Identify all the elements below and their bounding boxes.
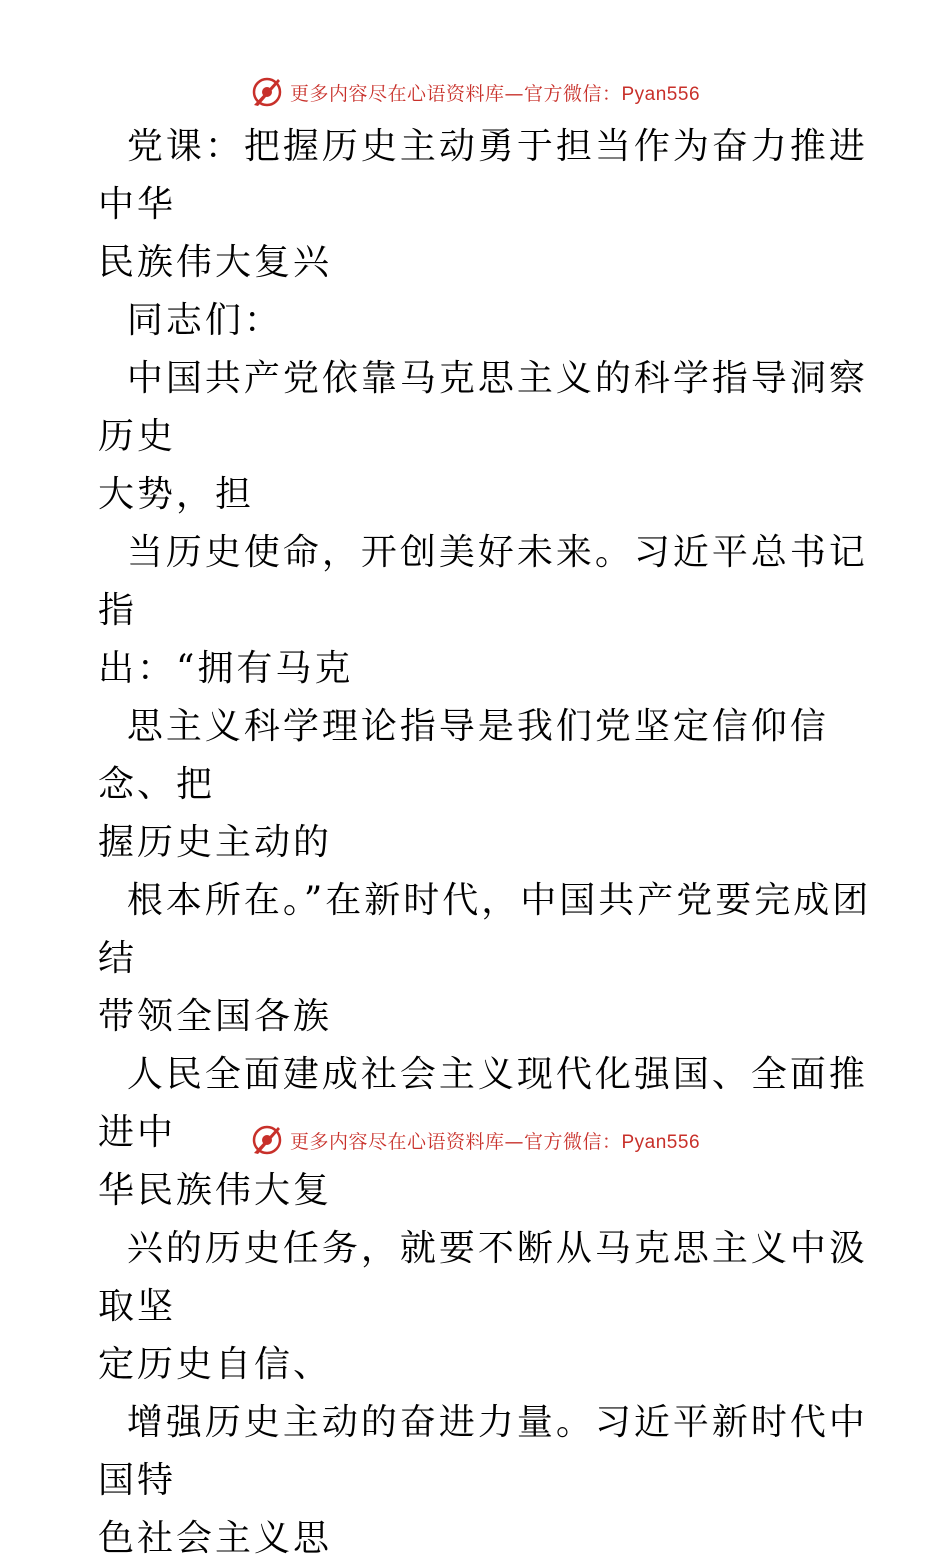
doc-line: 人民全面建成社会主义现代化强国、全面推进中 — [98, 1054, 868, 1153]
doc-line: 带领全国各族 — [98, 996, 333, 1037]
quill-seal-icon — [250, 1123, 284, 1157]
banner-separator: — — [504, 1130, 524, 1153]
doc-line: 色社会主义思 — [98, 1518, 333, 1559]
banner-site-name: 更多内容尽在心语资料库 — [289, 82, 505, 105]
banner-wechat-label: 官方微信： — [523, 82, 622, 105]
doc-line: 大势，担 — [98, 474, 255, 515]
doc-line: 同志们： — [98, 300, 283, 341]
footer-banner — [0, 1120, 950, 1160]
banner-site-name: 更多内容尽在心语资料库 — [289, 1130, 505, 1153]
banner-separator: — — [504, 82, 524, 105]
banner-text — [290, 79, 700, 106]
quill-seal-icon — [250, 75, 284, 109]
doc-line: 兴的历史任务，就要不断从马克思主义中汲取坚 — [98, 1228, 868, 1327]
doc-line: 根本所在。”在新时代，中国共产党要完成团结 — [98, 880, 872, 979]
doc-line: 握历史主动的 — [98, 822, 333, 863]
banner-wechat-label: 官方微信： — [523, 1130, 622, 1153]
banner-wechat-id: Pyan556 — [621, 83, 701, 105]
doc-line: 定历史自信、 — [98, 1344, 333, 1385]
document-body — [98, 118, 878, 1568]
doc-line: 思主义科学理论指导是我们党坚定信仰信念、把 — [98, 706, 829, 805]
doc-line: 出：“拥有马克 — [98, 648, 354, 689]
doc-line: 党课：把握历史主动勇于担当作为奋力推进中华 — [98, 126, 868, 225]
doc-line: 增强历史主动的奋进力量。习近平新时代中国特 — [98, 1402, 868, 1501]
header-banner — [0, 72, 950, 112]
banner-text — [290, 1127, 700, 1154]
doc-line: 当历史使命，开创美好未来。习近平总书记指 — [98, 532, 868, 631]
doc-line: 华民族伟大复 — [98, 1170, 333, 1211]
doc-line: 中国共产党依靠马克思主义的科学指导洞察历史 — [98, 358, 868, 457]
banner-wechat-id: Pyan556 — [621, 1131, 701, 1153]
doc-line: 民族伟大复兴 — [98, 242, 333, 283]
